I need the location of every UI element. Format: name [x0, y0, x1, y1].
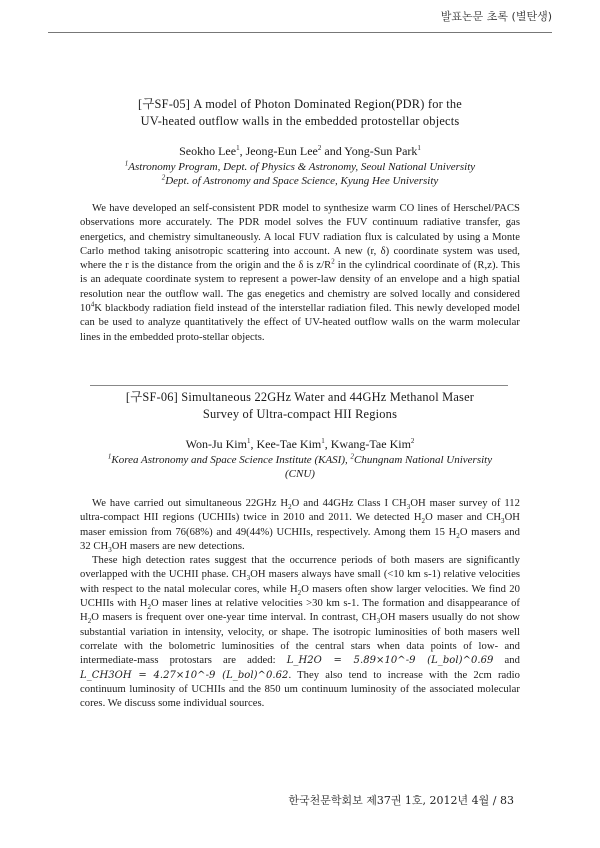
- title-line: [구SF-05] A model of Photon Dominated Region(PDR) for the: [138, 97, 462, 111]
- subscript: 3: [376, 617, 381, 626]
- affil-text: Korea Astronomy and Space Science Institute (KASI),: [111, 454, 351, 466]
- author-name: Kee-Tae Kim: [256, 437, 322, 451]
- section-header: 발표논문 초록 (별탄생): [440, 10, 552, 23]
- equation-ch3oh: L_CH3OH = 4.27×10^-9 (L_bol)^0.62: [80, 669, 289, 681]
- subscript: 3: [501, 517, 505, 526]
- affiliation: [80, 174, 520, 188]
- author-list: Seokho Lee$^1$, Jeong-Eun Lee$^2$ and Yong-Sun Park$^1$: [179, 144, 421, 158]
- title-line: Survey of Ultra-compact HII Regions: [202, 407, 398, 421]
- affil-text: Chungnam National University: [354, 454, 493, 466]
- title-line: [구SF-06] Simultaneous 22GHz Water and 44GHz Methanol Maser: [125, 390, 475, 404]
- affil-text: Astronomy Program, Dept. of Physics & Astronomy, Seoul National University: [128, 161, 476, 173]
- affil-num: 2: [350, 452, 354, 461]
- author-affil-num: 1: [417, 144, 421, 152]
- subscript: 3: [406, 503, 411, 512]
- author-name: Jeong-Eun Lee: [245, 144, 318, 158]
- author-affil-num: 1: [246, 437, 251, 445]
- affiliation: [80, 453, 520, 467]
- subscript: 2: [288, 503, 292, 512]
- abstract-body: [80, 202, 520, 345]
- affiliation: (CNU): [285, 468, 315, 480]
- subscript: 2: [147, 603, 152, 612]
- body-paragraph: We have carried out simultaneous 22GHz $H_2O$ and 44GHz Class I $CH_3OH$ maser survey of 112 ultra-compact HII regions (UCHIIs) twice in 2010 and 2011. We detected $H_2O$ maser and $CH_3OH$ maser emission from 76(68%) and 49(44%) UCHIIs, respectively. Among them 15 $H_2O$ masers and 32 $CH_3OH$ masers are new detections.: [80, 498, 521, 554]
- affiliation: [80, 160, 520, 174]
- subscript: 3: [108, 546, 112, 554]
- abstract-sf05: [80, 96, 520, 345]
- superscript: 4: [90, 300, 95, 309]
- superscript: 2: [331, 257, 335, 266]
- author-list: Won-Ju Kim$^1$, Kee-Tae Kim$^1$, Kwang-Tae Kim$^2$: [185, 437, 415, 451]
- affiliations: [80, 160, 520, 188]
- author-affil-num: 1: [236, 144, 240, 152]
- affil-num: 1: [124, 159, 129, 168]
- abstract-sf06: [80, 389, 520, 711]
- author-affil-num: 2: [410, 437, 415, 445]
- affil-num: 1: [107, 452, 112, 461]
- section-divider: [90, 385, 508, 386]
- author-name: Won-Ju Kim: [185, 437, 247, 451]
- body-text: K blackbody radiation field instead of the interstellar radiation filed. This newly developed model can be used to analyze quantitatively the effect of UV-heated outflow walls on the warm molecular lines in the embedded proto-stellar objects.: [80, 303, 520, 343]
- affil-text: Dept. of Astronomy and Space Science, Kyung Hee University: [165, 175, 439, 187]
- body-paragraph: [80, 202, 520, 345]
- abstract-body: [80, 497, 520, 711]
- author-name: Yong-Sun Park: [344, 144, 418, 158]
- author-name: Seokho Lee: [179, 144, 237, 158]
- abstract-title: [80, 96, 520, 130]
- abstract-title: [80, 389, 520, 423]
- subscript: 3: [246, 574, 251, 583]
- author-name: Kwang-Tae Kim: [330, 437, 411, 451]
- page-footer: 한국천문학회보 제37권 1호, 2012년 4월 / 83: [288, 794, 514, 807]
- author-affil-num: 1: [321, 437, 325, 445]
- equation-h2o: L_H2O = 5.89×10^-9 (L_bol)^0.69: [286, 655, 494, 667]
- subscript: 2: [421, 517, 426, 526]
- author-affil-num: 2: [317, 144, 322, 152]
- affiliations: [80, 453, 520, 481]
- subscript: 2: [456, 531, 460, 540]
- subscript: 2: [297, 588, 302, 597]
- title-line: UV-heated outflow walls in the embedded protostellar objects: [140, 114, 460, 128]
- body-text: in the cylindrical coordinate of (R,z). This is an adequate coordinate system to represent a power-law density of an envelope and a high spatial resolution near the outflow wall. The gas enegetics and chemistry are solved locally and considered 10: [80, 260, 520, 315]
- affil-num: 2: [161, 173, 166, 182]
- subscript: 2: [87, 617, 92, 626]
- header-rule: [48, 32, 552, 33]
- body-paragraph: These high detection rates suggest that the occurrence periods of both masers are significantly overlapped with the UCHII phase. $CH_3OH$ masers always have small (<10 km s-1) relative velocities with respect to the natal molecular cores, while $H_2O$ masers often show larger velocities. We find 20 UCHIIs with $H_2O$ maser lines at relative velocities >30 km s-1. The formation and disappearance of $H_2O$ masers is frequent over one-year time interval. In contrast, $CH_3OH$ masers usually do not show substantial variation in intensity, velocity, or shape. The isotropic luminosities of both masers well correlate with the bolometric luminosities of the central stars when data points of low- and intermediate-mass protostars are added: L_H2O = 5.89×10^-9 (L_bol)^0.69 and L_CH3OH = 4.27×10^-9 (L_bol)^0.62. They also tend to increase with the 2cm radio continuum luminosity of UCHIIs and the 850 um continuum luminosity of the associated molecular cores. We discuss some individual sources.: [80, 555, 521, 710]
- body-text: We have developed an self-consistent PDR model to synthesize warm CO lines of Herschel/PACS observations more accurately. The PDR model solves the FUV continuum radiative transfer, gas energetics, and chemistry simultaneously. A local FUV radiation flux is calculated by using a Monte Carlo method taking anisotropic scattering into account. A new (r, δ) coordinate system was used, where the r is the distance from the origin and the δ is z/R: [80, 203, 520, 272]
